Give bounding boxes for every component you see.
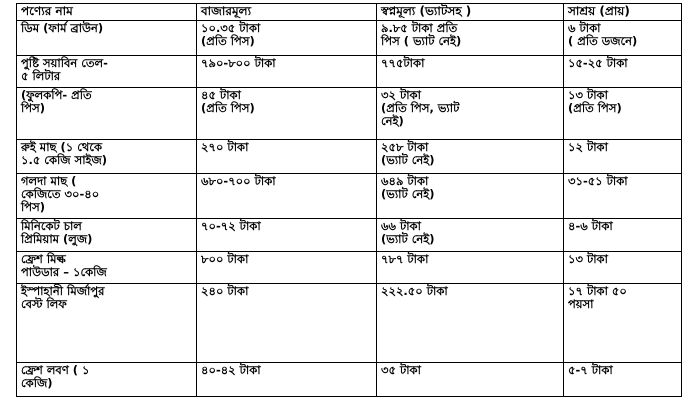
header-saving: সাশ্রয় (প্রায়) <box>564 4 682 21</box>
market-price-cell: ৬৮০-৭০০ টাকা <box>197 174 377 219</box>
saving-cell: ৪-৬ টাকা <box>564 219 682 252</box>
market-price-cell: ২৭০ টাকা <box>197 140 377 174</box>
saving-cell: ১২ টাকা <box>564 140 682 174</box>
table-row <box>17 140 682 174</box>
product-name-cell: গলদা মাছ ( কেজিতে ৩০-৪০ পিস) <box>17 174 197 219</box>
saving-cell: ৬ টাকা ( প্রতি ডজনে) <box>564 21 682 56</box>
table-row <box>17 88 682 140</box>
table-row <box>17 252 682 284</box>
saving-cell: ১৫-২৫ টাকা <box>564 56 682 88</box>
swapno-price-cell: ৭৭৫টাকা <box>377 56 564 88</box>
swapno-price-cell: ২২২.৫০ টাকা <box>377 284 564 363</box>
swapno-price-cell: ৬৪৯ টাকা (ভ্যাট নেই) <box>377 174 564 219</box>
market-price-cell: ৪৫ টাকা (প্রতি পিস) <box>197 88 377 140</box>
price-comparison-table <box>16 3 682 397</box>
saving-cell: ৩১-৫১ টাকা <box>564 174 682 219</box>
product-name-cell: রুই মাছ (১ থেকে ১.৫ কেজি সাইজ) <box>17 140 197 174</box>
saving-cell: ১৩ টাকা (প্রতি পিস) <box>564 88 682 140</box>
swapno-price-cell: ৭৮৭ টাকা <box>377 252 564 284</box>
swapno-price-cell: ৩২ টাকা (প্রতি পিস, ভ্যাট নেই) <box>377 88 564 140</box>
table-row <box>17 21 682 56</box>
swapno-price-cell: ২৫৮ টাকা (ভ্যাট নেই) <box>377 140 564 174</box>
table-row <box>17 56 682 88</box>
table-row <box>17 363 682 397</box>
table-row <box>17 174 682 219</box>
product-name-cell: পুষ্টি সয়াবিন তেল- ৫ লিটার <box>17 56 197 88</box>
market-price-cell: ১০.৩৫ টাকা (প্রতি পিস) <box>197 21 377 56</box>
product-name-cell: ফ্রেশ লবণ ( ১ কেজি) <box>17 363 197 397</box>
market-price-cell: ৪০-৪২ টাকা <box>197 363 377 397</box>
market-price-cell: ৭০-৭২ টাকা <box>197 219 377 252</box>
saving-cell: ১৭ টাকা ৫০ পয়সা <box>564 284 682 363</box>
header-product-name: পণ্যের নাম <box>17 4 197 21</box>
header-swapno-price: স্বপ্নমূল্য (ভ্যাটসহ ) <box>377 4 564 21</box>
swapno-price-cell: ৩৫ টাকা <box>377 363 564 397</box>
header-market-price: বাজারমূল্য <box>197 4 377 21</box>
product-name-cell: (ফুলকপি- প্রতি পিস) <box>17 88 197 140</box>
market-price-cell: ৮০০ টাকা <box>197 252 377 284</box>
swapno-price-cell: ৯.৮৫ টাকা প্রতি পিস ( ভ্যাট নেই) <box>377 21 564 56</box>
saving-cell: ৫-৭ টাকা <box>564 363 682 397</box>
product-name-cell: মিনিকেট চাল প্রিমিয়াম (লুজ) <box>17 219 197 252</box>
market-price-cell: ২৪০ টাকা <box>197 284 377 363</box>
swapno-price-cell: ৬৬ টাকা (ভ্যাট নেই) <box>377 219 564 252</box>
table-header-row <box>17 4 682 21</box>
market-price-cell: ৭৯০-৮০০ টাকা <box>197 56 377 88</box>
product-name-cell: ডিম (ফার্ম ব্রাউন) <box>17 21 197 56</box>
product-name-cell: ইস্পাহানী মির্জাপুর বেস্ট লিফ <box>17 284 197 363</box>
table-row <box>17 284 682 363</box>
table-row <box>17 219 682 252</box>
saving-cell: ১৩ টাকা <box>564 252 682 284</box>
product-name-cell: ফ্রেশ মিল্ক পাউডার – ১কেজি <box>17 252 197 284</box>
